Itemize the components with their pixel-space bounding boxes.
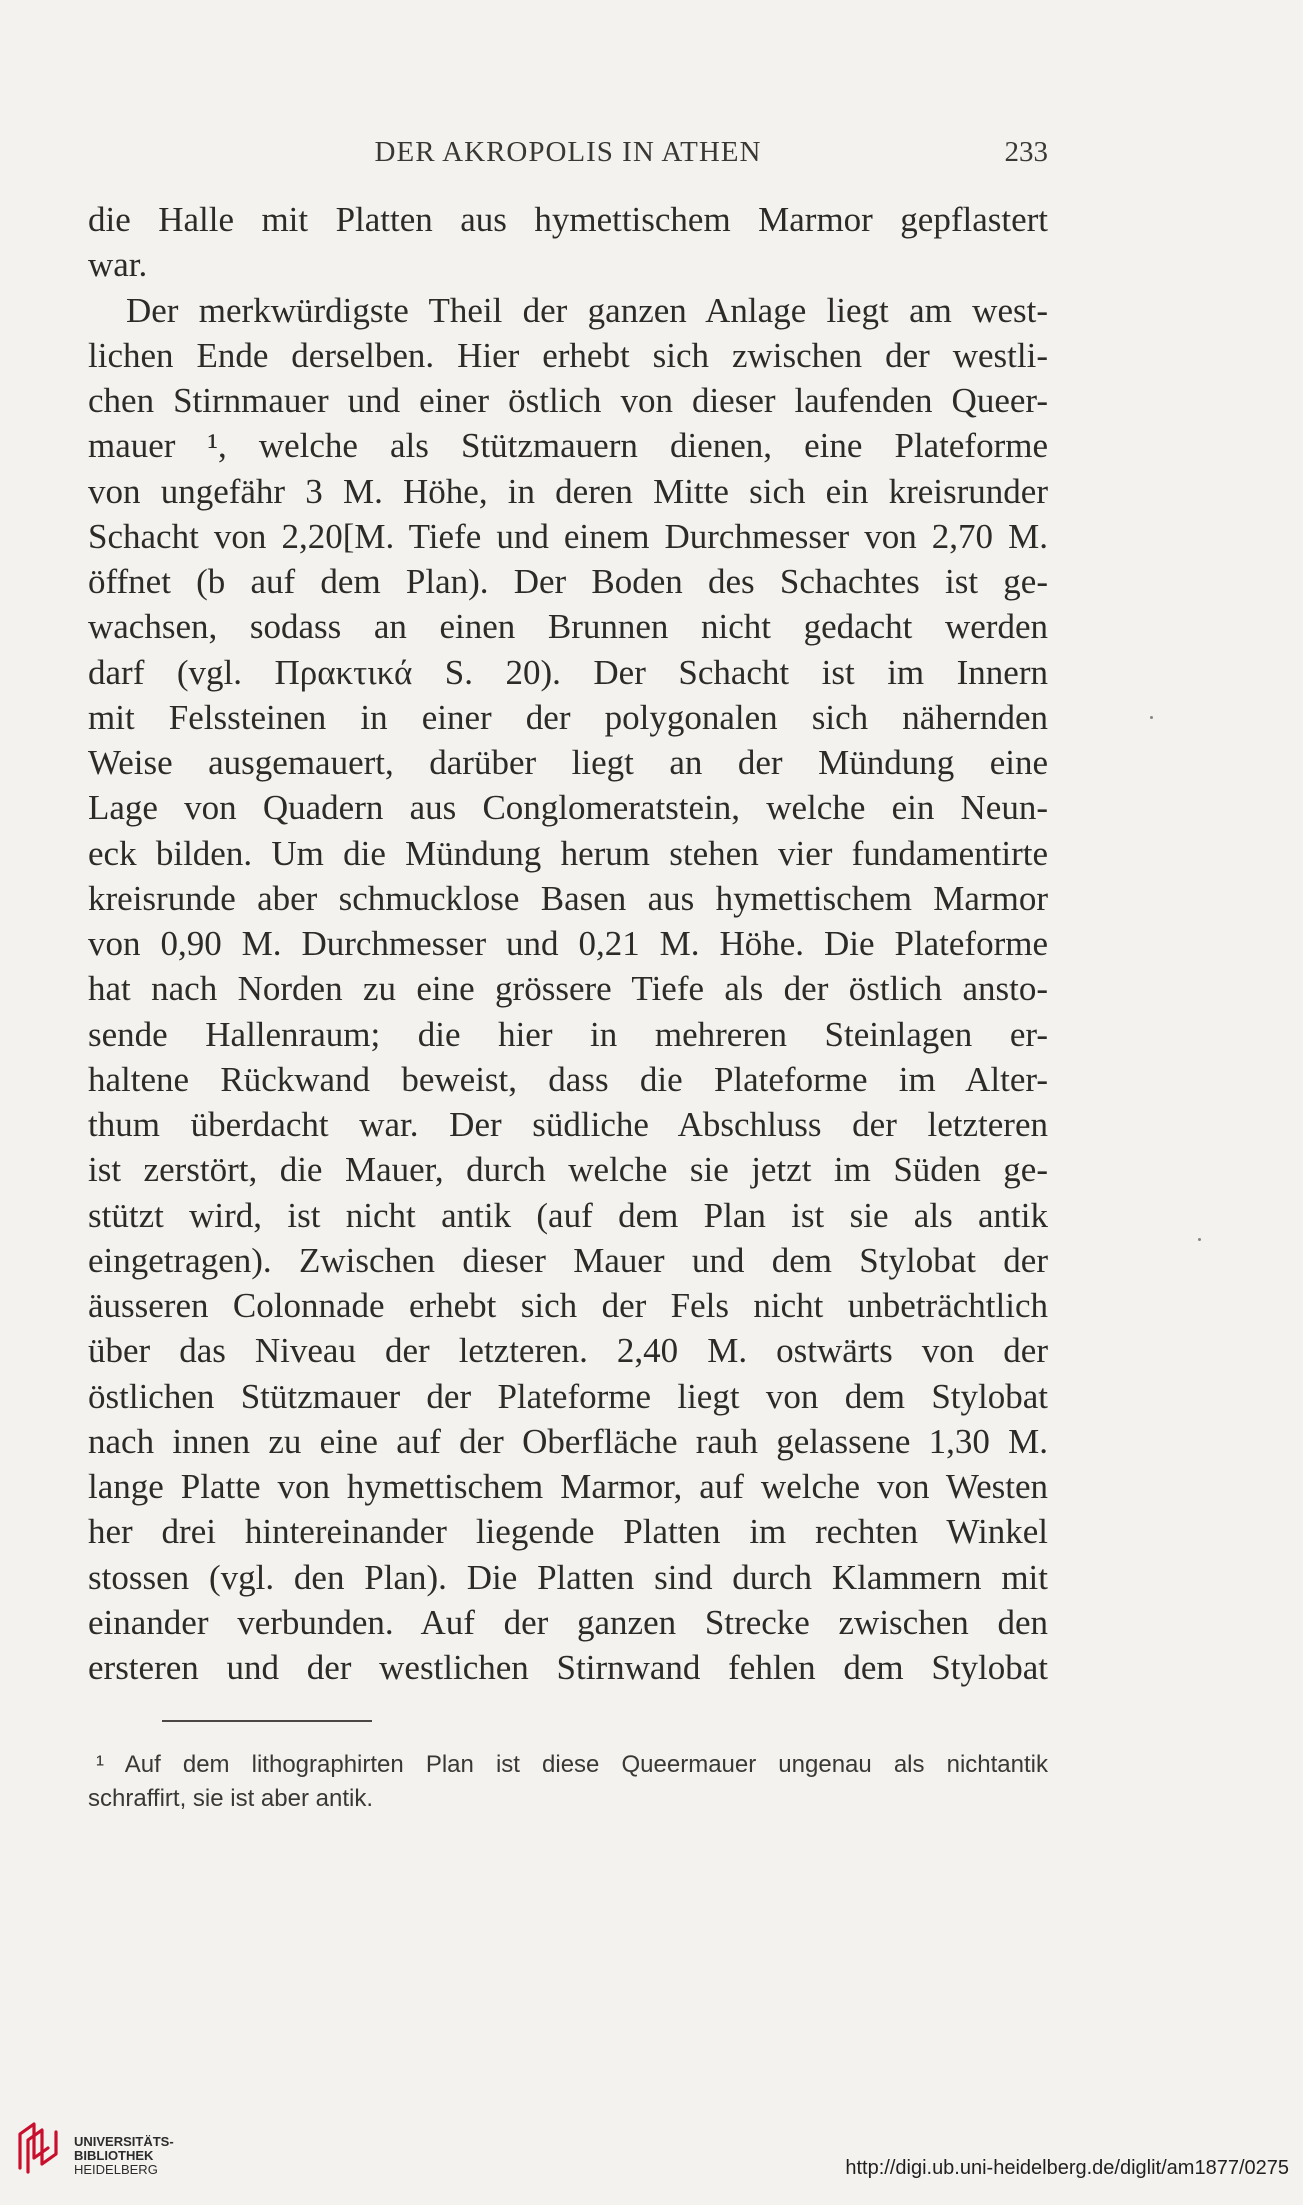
text-line: sende Hallenraum; die hier in mehreren Steinlagen er-	[88, 1014, 1048, 1054]
page-number: 233	[1004, 136, 1048, 168]
text-line: nach innen zu eine auf der Oberfläche rauh gelassene 1,30 M.	[88, 1421, 1048, 1461]
text-line: stützt wird, ist nicht antik (auf dem Plan ist sie als antik	[88, 1195, 1048, 1235]
text-line: kreisrunde aber schmucklose Basen aus hymettischem Marmor	[88, 878, 1048, 918]
body-text	[88, 197, 1048, 1690]
footnote-line: schraffirt, sie ist aber antik.	[88, 1785, 373, 1812]
library-name-line: HEIDELBERG	[74, 2162, 158, 2177]
text-line: eingetragen). Zwischen dieser Mauer und dem Stylobat der	[88, 1240, 1048, 1280]
text-line: Schacht von 2,20[M. Tiefe und einem Durchmesser von 2,70 M.	[88, 516, 1048, 556]
text-line: die Halle mit Platten aus hymettischem Marmor gepflastert	[88, 200, 1048, 239]
library-name	[74, 2135, 174, 2177]
paper-speck	[1150, 716, 1153, 719]
text-line: her drei hintereinander liegende Platten im rechten Winkel	[88, 1512, 1048, 1552]
running-title: DER AKROPOLIS IN ATHEN	[374, 136, 762, 168]
text-line: war.	[88, 245, 148, 285]
text-line: öffnet (b auf dem Plan). Der Boden des Schachtes ist ge-	[88, 562, 1048, 601]
text-line: äusseren Colonnade erhebt sich der Fels nicht unbeträchtlich	[88, 1286, 1048, 1325]
text-line: Der merkwürdigste Theil der ganzen Anlage liegt am west-	[126, 290, 1048, 330]
text-line: mit Felssteinen in einer der polygonalen sich nähernden	[88, 697, 1048, 737]
footnote-line: ¹ Auf dem lithographirten Plan ist diese Queermauer ungenau als nichtantik	[96, 1751, 1048, 1778]
footnotes	[88, 1748, 1048, 1816]
text-line: östlichen Stützmauer der Plateforme liegt von dem Stylobat	[88, 1376, 1048, 1416]
text-line: stossen (vgl. den Plan). Die Platten sind durch Klammern mit	[88, 1557, 1048, 1597]
text-line: von 0,90 M. Durchmesser und 0,21 M. Höhe. Die Plateforme	[88, 924, 1048, 963]
text-line: über das Niveau der letzteren. 2,40 M. ostwärts von der	[88, 1331, 1048, 1371]
text-line: haltene Rückwand beweist, dass die Plateforme im Alter-	[88, 1059, 1048, 1099]
library-name-line: UNIVERSITÄTS-	[74, 2134, 174, 2149]
text-line: von ungefähr 3 M. Höhe, in deren Mitte sich ein kreisrunder	[88, 471, 1048, 511]
text-line: lichen Ende derselben. Hier erhebt sich zwischen der westli-	[88, 335, 1048, 375]
text-line: thum überdacht war. Der südliche Abschluss der letzteren	[88, 1105, 1048, 1144]
text-line: mauer ¹, welche als Stützmauern dienen, eine Plateforme	[88, 426, 1048, 466]
text-line: hat nach Norden zu eine grössere Tiefe als der östlich ansto-	[88, 969, 1048, 1009]
text-line: ersteren und der westlichen Stirnwand fehlen dem Stylobat	[88, 1648, 1048, 1687]
footnote-divider	[162, 1720, 372, 1722]
text-line: wachsen, sodass an einen Brunnen nicht gedacht werden	[88, 607, 1048, 647]
running-head	[88, 136, 1048, 172]
text-line: Lage von Quadern aus Conglomeratstein, welche ein Neun-	[88, 788, 1048, 828]
text-line: lange Platte von hymettischem Marmor, auf welche von Westen	[88, 1467, 1048, 1506]
text-line: einander verbunden. Auf der ganzen Strecke zwischen den	[88, 1602, 1048, 1642]
text-line: darf (vgl. Πρακτικά S. 20). Der Schacht ist im Innern	[88, 652, 1048, 692]
university-library-logo-icon	[14, 2118, 62, 2174]
source-url-link[interactable]: http://digi.ub.uni-heidelberg.de/diglit/am1877/0275	[845, 2157, 1289, 2179]
paper-speck	[1198, 1238, 1201, 1241]
text-line: Weise ausgemauert, darüber liegt an der Mündung eine	[88, 743, 1048, 782]
text-line: ist zerstört, die Mauer, durch welche sie jetzt im Süden ge-	[88, 1150, 1048, 1190]
text-line: eck bilden. Um die Mündung herum stehen vier fundamentirte	[88, 833, 1048, 873]
text-line: chen Stirnmauer und einer östlich von dieser laufenden Queer-	[88, 381, 1048, 420]
library-name-line: BIBLIOTHEK	[74, 2148, 154, 2163]
